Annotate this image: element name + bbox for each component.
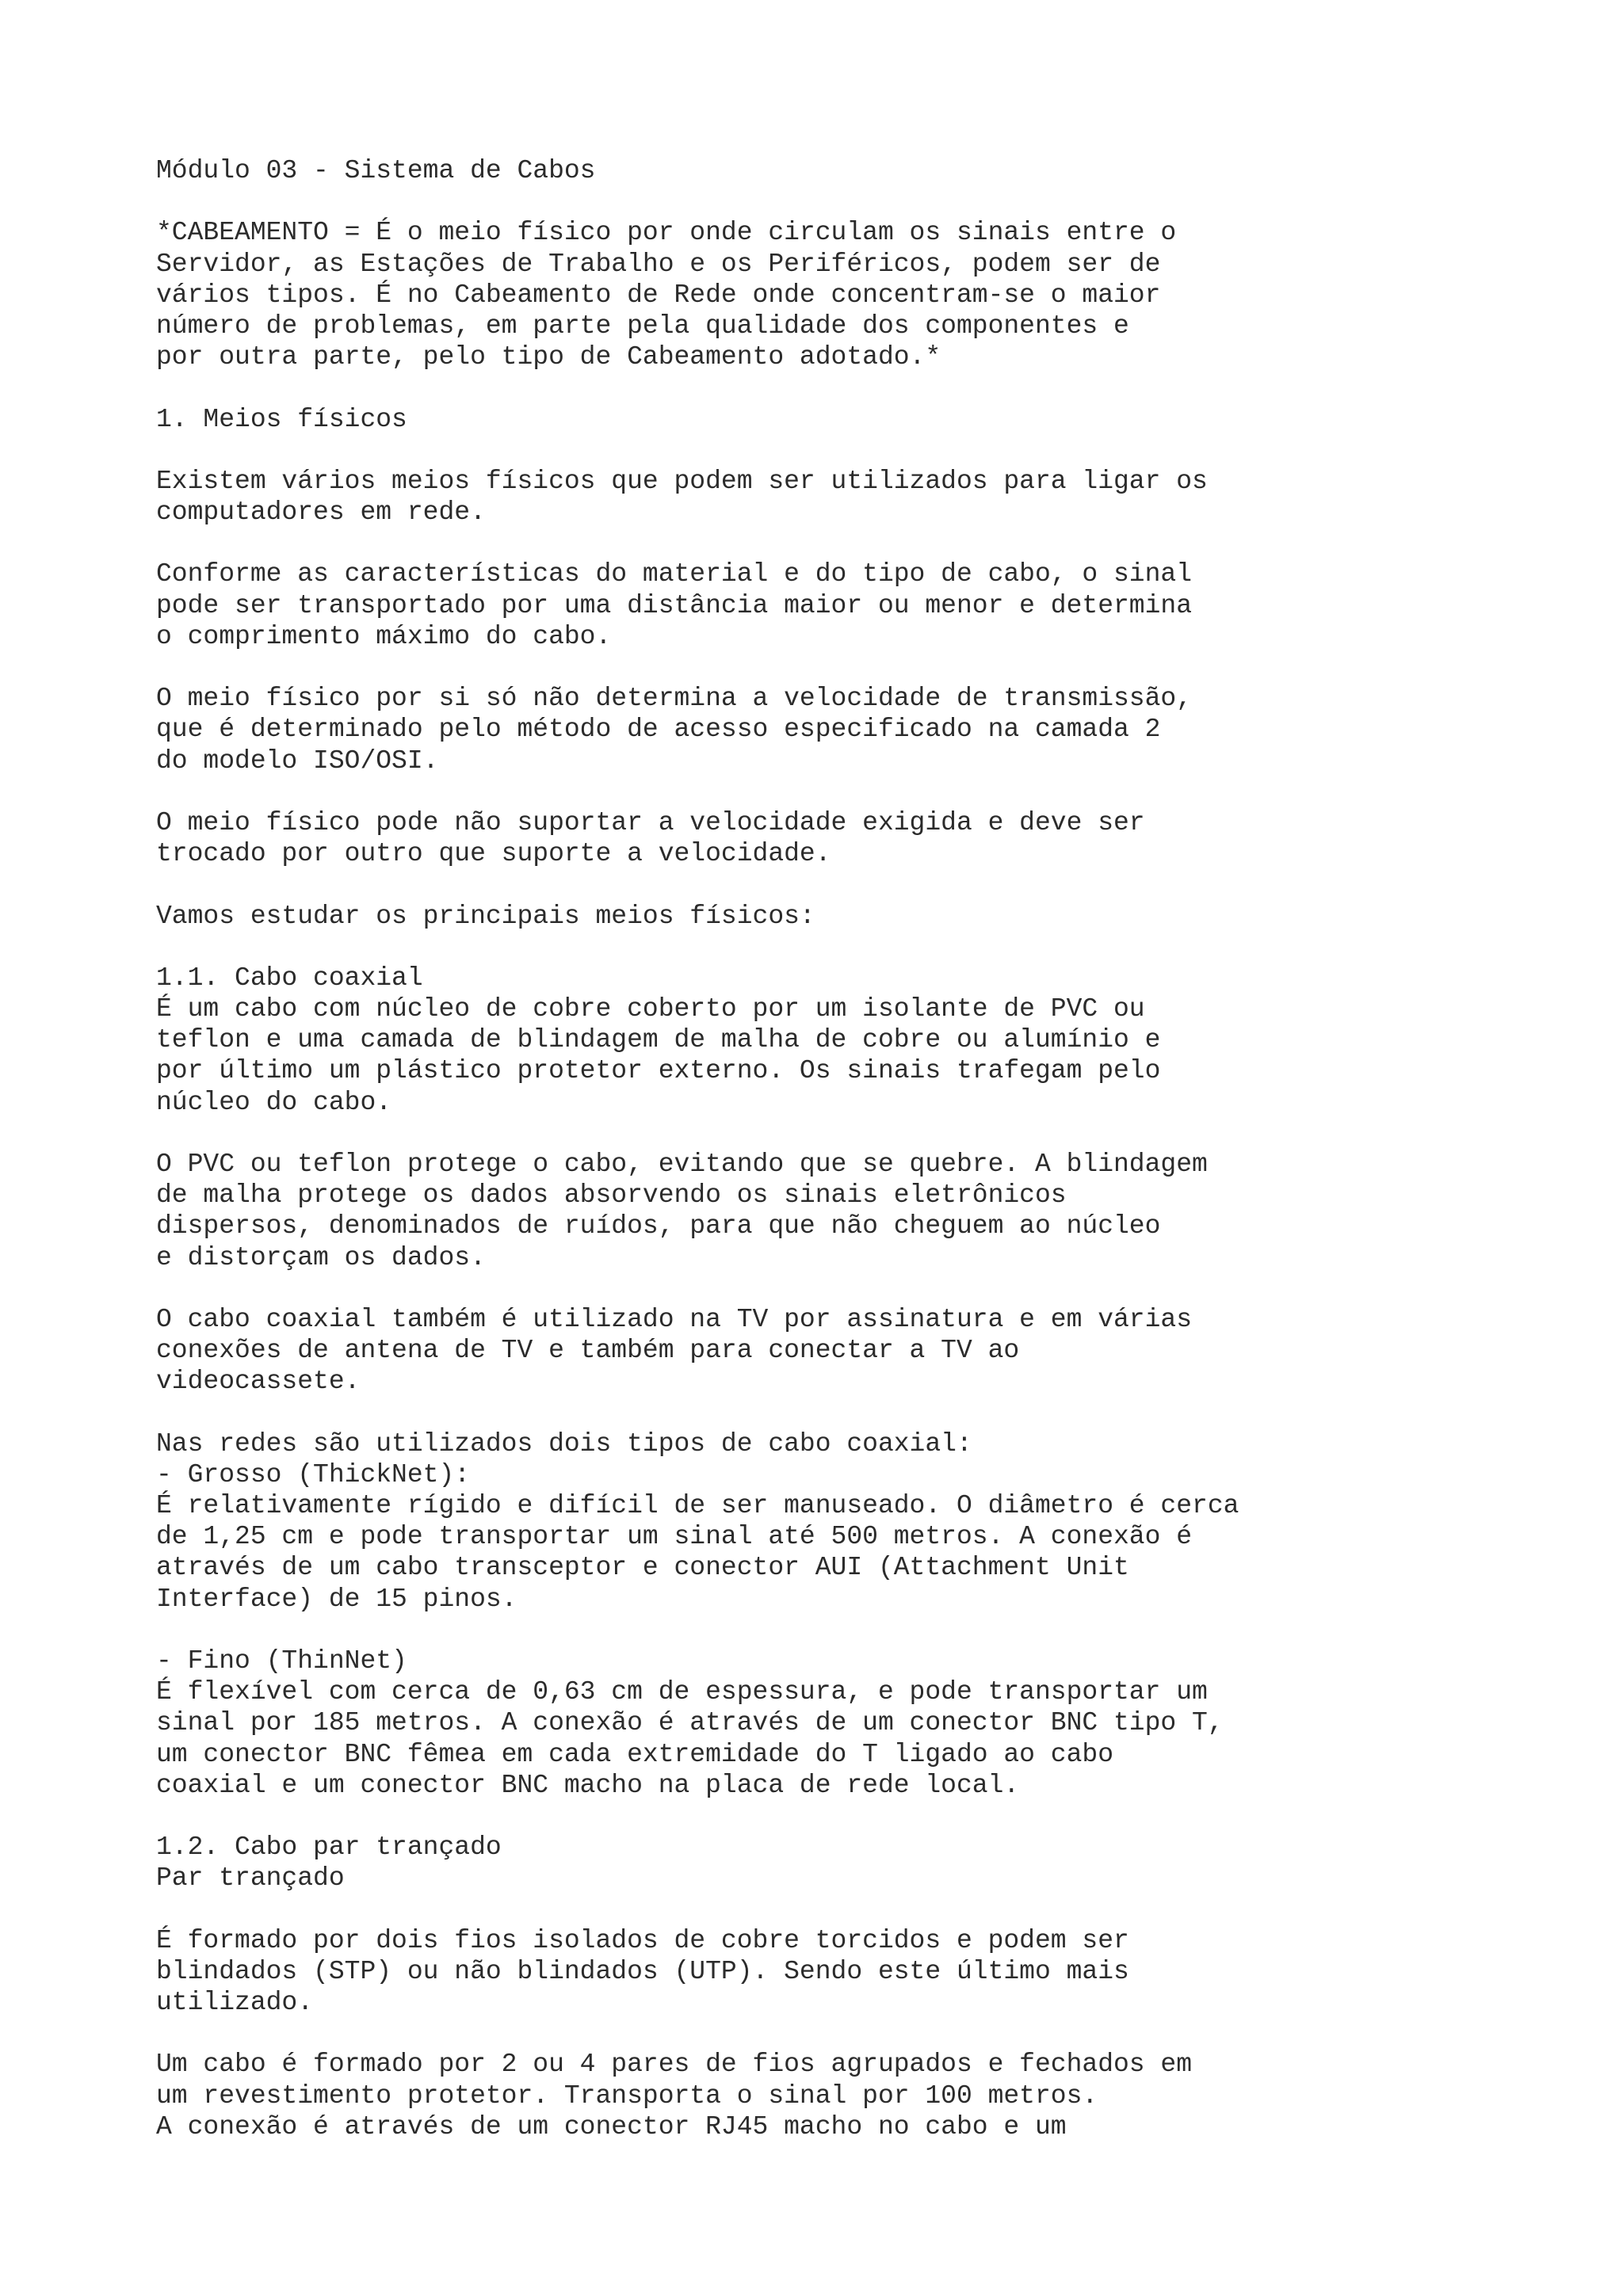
- text-line: número de problemas, em parte pela qualidade dos componentes e: [156, 311, 1129, 341]
- text-line: núcleo do cabo.: [156, 1087, 392, 1117]
- text-line: [156, 435, 1583, 466]
- text-line: A conexão é através de um conector RJ45 macho no cabo e um: [156, 2111, 1067, 2142]
- text-line: videocassete.: [156, 1367, 361, 1397]
- text-line: 1. Meios físicos: [156, 404, 407, 434]
- text-line: utilizado.: [156, 1988, 314, 2018]
- text-line: Módulo 03 - Sistema de Cabos: [156, 156, 596, 185]
- text-line: O PVC ou teflon protege o cabo, evitando que se quebre. A blindagem: [156, 1150, 1208, 1179]
- text-line: [156, 1894, 1583, 1925]
- text-line: por último um plástico protetor externo. Os sinais trafegam pelo: [156, 1056, 1161, 1086]
- text-line: Conforme as características do material e do tipo de cabo, o sinal: [156, 559, 1193, 589]
- text-line: - Fino (ThinNet): [156, 1646, 407, 1676]
- text-line: teflon e uma camada de blindagem de malha de cobre ou alumínio e: [156, 1025, 1161, 1055]
- text-line: que é determinado pelo método de acesso especificado na camada 2: [156, 715, 1161, 745]
- text-line: [156, 1273, 1583, 1304]
- text-line: É um cabo com núcleo de cobre coberto por um isolante de PVC ou: [156, 994, 1145, 1024]
- text-line: um conector BNC fêmea em cada extremidade do T ligado ao cabo: [156, 1739, 1113, 1769]
- text-line: vários tipos. É no Cabeamento de Rede onde concentram-se o maior: [156, 280, 1161, 310]
- text-line: [156, 372, 1583, 403]
- text-line: 1.1. Cabo coaxial: [156, 963, 423, 993]
- text-line: e distorçam os dados.: [156, 1242, 486, 1272]
- text-line: [156, 1398, 1583, 1428]
- text-line: Par trançado: [156, 1863, 345, 1894]
- text-line: Existem vários meios físicos que podem ser utilizados para ligar os: [156, 466, 1208, 496]
- text-line: computadores em rede.: [156, 498, 486, 528]
- text-line: pode ser transportado por uma distância maior ou menor e determina: [156, 590, 1193, 620]
- text-line: Vamos estudar os principais meios físicos:: [156, 901, 815, 931]
- text-line: de 1,25 cm e pode transportar um sinal até 500 metros. A conexão é: [156, 1522, 1193, 1552]
- text-line: É flexível com cerca de 0,63 cm de espessura, e pode transportar um: [156, 1677, 1208, 1707]
- text-line: [156, 869, 1583, 900]
- text-line: [156, 186, 1583, 217]
- text-line: Interface) de 15 pinos.: [156, 1584, 517, 1614]
- text-line: 1.2. Cabo par trançado: [156, 1833, 502, 1863]
- text-line: *CABEAMENTO = É o meio físico por onde circulam os sinais entre o: [156, 218, 1177, 248]
- text-line: [156, 528, 1583, 559]
- text-line: por outra parte, pelo tipo de Cabeamento adotado.*: [156, 342, 941, 372]
- text-line: de malha protege os dados absorvendo os sinais eletrônicos: [156, 1180, 1067, 1211]
- text-line: o comprimento máximo do cabo.: [156, 621, 612, 651]
- text-line: coaxial e um conector BNC macho na placa de rede local.: [156, 1770, 1020, 1800]
- text-line: Servidor, as Estações de Trabalho e os Periféricos, podem ser de: [156, 249, 1161, 279]
- text-line: [156, 1118, 1583, 1149]
- text-line: É relativamente rígido e difícil de ser manuseado. O diâmetro é cerca: [156, 1491, 1239, 1521]
- text-line: blindados (STP) ou não blindados (UTP). Sendo este último mais: [156, 1956, 1129, 1986]
- text-line: conexões de antena de TV e também para conectar a TV ao: [156, 1336, 1020, 1366]
- text-line: [156, 2018, 1583, 2049]
- text-line: através de um cabo transceptor e conector AUI (Attachment Unit: [156, 1553, 1129, 1583]
- text-line: [156, 776, 1583, 807]
- text-line: sinal por 185 metros. A conexão é através de um conector BNC tipo T,: [156, 1708, 1224, 1738]
- text-line: - Grosso (ThickNet):: [156, 1459, 471, 1489]
- text-line: O meio físico pode não suportar a velocidade exigida e deve ser: [156, 807, 1145, 837]
- text-line: um revestimento protetor. Transporta o sinal por 100 metros.: [156, 2081, 1098, 2111]
- text-line: [156, 652, 1583, 683]
- text-line: Um cabo é formado por 2 ou 4 pares de fios agrupados e fechados em: [156, 2050, 1193, 2080]
- text-line: do modelo ISO/OSI.: [156, 746, 439, 776]
- text-line: [156, 1615, 1583, 1646]
- text-line: Nas redes são utilizados dois tipos de cabo coaxial:: [156, 1428, 972, 1459]
- document-body: [156, 155, 1583, 2142]
- text-line: [156, 1801, 1583, 1832]
- text-line: O cabo coaxial também é utilizado na TV por assinatura e em várias: [156, 1304, 1193, 1334]
- text-line: trocado por outro que suporte a velocidade.: [156, 839, 831, 869]
- text-line: dispersos, denominados de ruídos, para que não cheguem ao núcleo: [156, 1211, 1161, 1241]
- text-line: [156, 932, 1583, 963]
- text-line: É formado por dois fios isolados de cobre torcidos e podem ser: [156, 1925, 1129, 1955]
- text-line: O meio físico por si só não determina a velocidade de transmissão,: [156, 684, 1193, 714]
